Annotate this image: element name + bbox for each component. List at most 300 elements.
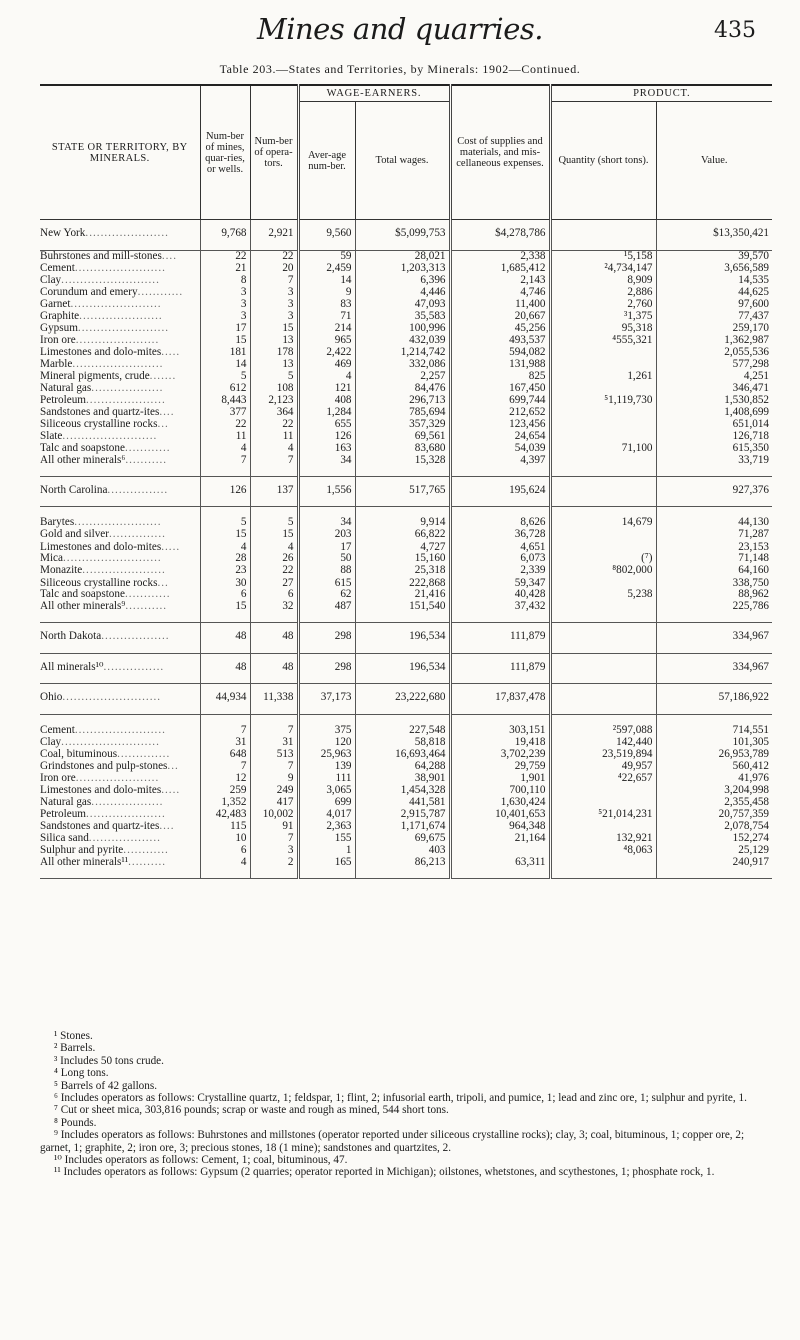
total-wages-cell: 9,914 — [355, 507, 450, 530]
value-cell: 3,656,589 — [656, 263, 772, 275]
quantity-cell: 5,238 — [550, 589, 656, 601]
avg-number-cell: 126 — [298, 431, 355, 443]
quantity-cell — [550, 347, 656, 359]
operators-cell: 32 — [250, 601, 298, 623]
mines-cell: 15 — [200, 529, 250, 541]
operators-cell: 4 — [250, 541, 298, 553]
total-wages-cell: 785,694 — [355, 407, 450, 419]
state-row — [40, 653, 772, 684]
avg-number-cell: 71 — [298, 311, 355, 323]
value-cell: 714,551 — [656, 714, 772, 737]
footnote: ¹⁰ Includes operators as follows: Cement, 1; coal, bituminous, 47. — [54, 1154, 348, 1167]
leader-dots: ........................ — [74, 262, 166, 274]
footnote: ⁷ Cut or sheet mica, 303,816 pounds; scrap or waste and rough as mined, 544 short tons. — [54, 1104, 449, 1117]
total-wages-cell: 332,086 — [355, 359, 450, 371]
header-quantity: Quantity (short tons). — [550, 102, 656, 220]
mineral-name: Petroleum..................... — [40, 394, 166, 406]
mineral-row — [40, 287, 772, 299]
state-row — [40, 684, 772, 715]
page-number: 435 — [714, 18, 756, 43]
cost-cell: 40,428 — [450, 589, 550, 601]
value-cell: 1,362,987 — [656, 335, 772, 347]
avg-number-cell: 37,173 — [298, 684, 355, 715]
cost-cell: 8,626 — [450, 507, 550, 530]
leader-dots: ...................... — [75, 772, 160, 785]
mineral-name: Sulphur and pyrite............ — [40, 844, 169, 857]
avg-number-cell: 59 — [298, 250, 355, 263]
mineral-name: Petroleum..................... — [40, 808, 166, 821]
cost-cell: 4,651 — [450, 541, 550, 553]
operators-cell: 3 — [250, 845, 298, 857]
operators-cell: 22 — [250, 250, 298, 263]
operators-cell: 3 — [250, 287, 298, 299]
cost-cell: 4,397 — [450, 455, 550, 477]
mineral-name: Clay.......................... — [40, 274, 160, 286]
value-cell: 615,350 — [656, 443, 772, 455]
mineral-name: Talc and soapstone............ — [40, 589, 171, 601]
operators-cell: 13 — [250, 335, 298, 347]
value-cell: 240,917 — [656, 857, 772, 879]
total-wages-cell: 100,996 — [355, 323, 450, 335]
mines-cell: 377 — [200, 407, 250, 419]
footnote: ⁸ Pounds. — [54, 1116, 97, 1129]
total-wages-cell: 47,093 — [355, 299, 450, 311]
quantity-cell — [550, 407, 656, 419]
mineral-name: Marble........................ — [40, 358, 164, 370]
mineral-name: Cement........................ — [40, 724, 166, 737]
quantity-cell: ⁵1,119,730 — [550, 395, 656, 407]
mineral-row — [40, 383, 772, 395]
mines-cell: 8 — [200, 275, 250, 287]
mineral-name: Iron ore...................... — [40, 334, 160, 346]
leader-dots: ..... — [161, 784, 181, 797]
mineral-name: Coal, bituminous.............. — [40, 748, 171, 761]
mineral-name: Garnet........................ — [40, 298, 162, 310]
quantity-cell — [550, 857, 656, 879]
leader-dots: ... — [157, 418, 169, 430]
leader-dots: ....... — [149, 370, 177, 382]
avg-number-cell: 111 — [298, 773, 355, 785]
avg-number-cell: 2,363 — [298, 821, 355, 833]
mineral-row — [40, 371, 772, 383]
operators-cell: 7 — [250, 455, 298, 477]
total-wages-cell: 69,675 — [355, 833, 450, 845]
leader-dots: ............ — [124, 589, 171, 601]
leader-dots: ................... — [91, 382, 164, 394]
mineral-name: Grindstones and pulp-stones... — [40, 760, 179, 773]
leader-dots: ........... — [125, 454, 168, 466]
cost-cell: 4,746 — [450, 287, 550, 299]
mines-cell: 612 — [200, 383, 250, 395]
total-wages-cell: 1,214,742 — [355, 347, 450, 359]
total-wages-cell: 1,171,674 — [355, 821, 450, 833]
avg-number-cell: 9 — [298, 287, 355, 299]
value-cell: 71,287 — [656, 529, 772, 541]
mineral-name: Barytes....................... — [40, 516, 162, 529]
value-cell: 41,976 — [656, 773, 772, 785]
value-cell: 346,471 — [656, 383, 772, 395]
mineral-name: Monazite...................... — [40, 565, 166, 577]
leader-dots: .................. — [101, 630, 170, 643]
cost-cell: 21,164 — [450, 833, 550, 845]
header-wage-earners: WAGE-EARNERS. — [298, 85, 450, 102]
total-wages-cell: 23,222,680 — [355, 684, 450, 715]
total-wages-cell: 432,039 — [355, 335, 450, 347]
avg-number-cell: 120 — [298, 737, 355, 749]
cost-cell: 493,537 — [450, 335, 550, 347]
avg-number-cell: 17 — [298, 541, 355, 553]
value-cell: 1,530,852 — [656, 395, 772, 407]
mines-cell: 48 — [200, 623, 250, 654]
cost-cell: 167,450 — [450, 383, 550, 395]
mineral-row — [40, 857, 772, 879]
mineral-name: Sandstones and quartz-ites.... — [40, 406, 175, 418]
leader-dots: ........... — [125, 601, 168, 613]
value-cell: 126,718 — [656, 431, 772, 443]
value-cell: 26,953,789 — [656, 749, 772, 761]
avg-number-cell: 4,017 — [298, 809, 355, 821]
leader-dots: ....................... — [74, 516, 162, 529]
mineral-name: Silica sand................... — [40, 832, 161, 845]
mineral-name: Mica.......................... — [40, 553, 162, 565]
mineral-row — [40, 507, 772, 530]
operators-cell: 7 — [250, 761, 298, 773]
mineral-name: Clay.......................... — [40, 736, 160, 749]
mineral-row — [40, 749, 772, 761]
leader-dots: .... — [159, 406, 175, 418]
quantity-cell: 14,679 — [550, 507, 656, 530]
mines-cell: 5 — [200, 371, 250, 383]
leader-dots: .... — [159, 820, 175, 833]
value-cell: 39,570 — [656, 250, 772, 263]
mineral-row — [40, 785, 772, 797]
cost-cell: 2,338 — [450, 250, 550, 263]
quantity-cell — [550, 797, 656, 809]
quantity-cell: ⁸802,000 — [550, 565, 656, 577]
total-wages-cell: 517,765 — [355, 476, 450, 507]
leader-dots: .......................... — [62, 691, 162, 704]
mineral-name: Limestones and dolo-mites..... — [40, 346, 181, 358]
cost-cell: 825 — [450, 371, 550, 383]
value-cell: 560,412 — [656, 761, 772, 773]
quantity-cell — [550, 431, 656, 443]
total-wages-cell: 83,680 — [355, 443, 450, 455]
value-cell: 927,376 — [656, 476, 772, 507]
operators-cell: 4 — [250, 443, 298, 455]
mineral-name: Graphite...................... — [40, 310, 163, 322]
cost-cell: 699,744 — [450, 395, 550, 407]
operators-cell: 364 — [250, 407, 298, 419]
mineral-name: Iron ore...................... — [40, 772, 160, 785]
quantity-cell — [550, 541, 656, 553]
total-wages-cell: $5,099,753 — [355, 220, 450, 251]
mineral-row — [40, 311, 772, 323]
value-cell: 2,078,754 — [656, 821, 772, 833]
avg-number-cell: 965 — [298, 335, 355, 347]
mineral-name: Gypsum........................ — [40, 322, 170, 334]
total-wages-cell: 196,534 — [355, 653, 450, 684]
operators-cell: 249 — [250, 785, 298, 797]
quantity-cell — [550, 476, 656, 507]
state-name: New York...................... — [40, 220, 200, 251]
mines-cell: 3 — [200, 311, 250, 323]
value-cell: 651,014 — [656, 419, 772, 431]
operators-cell: 6 — [250, 589, 298, 601]
total-wages-cell: 64,288 — [355, 761, 450, 773]
leader-dots: ............ — [137, 286, 184, 298]
quantity-cell: ¹5,158 — [550, 250, 656, 263]
mineral-row — [40, 419, 772, 431]
avg-number-cell: 375 — [298, 714, 355, 737]
leader-dots: ..... — [161, 346, 181, 358]
total-wages-cell: 4,446 — [355, 287, 450, 299]
total-wages-cell: 25,318 — [355, 565, 450, 577]
total-wages-cell: 84,476 — [355, 383, 450, 395]
total-wages-cell: 69,561 — [355, 431, 450, 443]
operators-cell: 417 — [250, 797, 298, 809]
footnote: ⁹ Includes operators as follows: Buhrstones and millstones (operator reported under siliceous crystalline rocks); clay, 3; coal, bituminous, 1; copper ore, 2; garnet, 1; graphite, 2; iron ore, 3; precious stones, 18 (1 mine); sandstones and quartzites, 2. — [40, 1129, 745, 1154]
mineral-row — [40, 395, 772, 407]
value-cell: 77,437 — [656, 311, 772, 323]
operators-cell: 7 — [250, 714, 298, 737]
cost-cell: 594,082 — [450, 347, 550, 359]
header-product: PRODUCT. — [550, 85, 772, 102]
avg-number-cell: 487 — [298, 601, 355, 623]
mineral-row — [40, 797, 772, 809]
state-row — [40, 476, 772, 507]
operators-cell: 9 — [250, 773, 298, 785]
avg-number-cell: 655 — [298, 419, 355, 431]
avg-number-cell: 4 — [298, 371, 355, 383]
cost-cell: 303,151 — [450, 714, 550, 737]
mineral-name: Buhrstones and mill-stones.... — [40, 250, 177, 262]
mineral-name: All other minerals⁶........... — [40, 455, 200, 477]
value-cell: 334,967 — [656, 623, 772, 654]
mineral-row — [40, 553, 772, 565]
mineral-row — [40, 601, 772, 623]
mines-cell: 15 — [200, 335, 250, 347]
mines-cell: 17 — [200, 323, 250, 335]
avg-number-cell: 34 — [298, 507, 355, 530]
cost-cell: 63,311 — [450, 857, 550, 879]
cost-cell: 19,418 — [450, 737, 550, 749]
mines-cell: 8,443 — [200, 395, 250, 407]
quantity-cell: 2,760 — [550, 299, 656, 311]
mineral-row — [40, 443, 772, 455]
cost-cell: $4,278,786 — [450, 220, 550, 251]
leader-dots: ......................... — [62, 430, 158, 442]
quantity-cell — [550, 601, 656, 623]
running-title: Mines and quarries. — [257, 12, 543, 46]
operators-cell: 3 — [250, 299, 298, 311]
mineral-name: Corundum and emery............ — [40, 286, 184, 298]
quantity-cell: ⁴555,321 — [550, 335, 656, 347]
header-mines: Num-ber of mines, quar-ries, or wells. — [200, 85, 250, 220]
mineral-row — [40, 455, 772, 477]
mines-cell: 44,934 — [200, 684, 250, 715]
value-cell: 64,160 — [656, 565, 772, 577]
total-wages-cell: 66,822 — [355, 529, 450, 541]
total-wages-cell: 403 — [355, 845, 450, 857]
running-head — [0, 12, 800, 52]
mineral-name: Limestones and dolo-mites..... — [40, 784, 181, 797]
mines-cell: 42,483 — [200, 809, 250, 821]
mineral-name: Natural gas................... — [40, 796, 164, 809]
total-wages-cell: 28,021 — [355, 250, 450, 263]
operators-cell: 91 — [250, 821, 298, 833]
quantity-cell: 23,519,894 — [550, 749, 656, 761]
cost-cell: 700,110 — [450, 785, 550, 797]
avg-number-cell: 298 — [298, 653, 355, 684]
leader-dots: .......... — [128, 856, 167, 869]
total-wages-cell: 151,540 — [355, 601, 450, 623]
cost-cell: 37,432 — [450, 601, 550, 623]
operators-cell: 26 — [250, 553, 298, 565]
footnote: ¹¹ Includes operators as follows: Gypsum (2 quarries; operator reported in Michigan); oilstones, whetstones, and scythestones, 1; phosphate rock, 1. — [54, 1166, 715, 1179]
mineral-row — [40, 250, 772, 263]
avg-number-cell: 699 — [298, 797, 355, 809]
header-operators: Num-ber of opera-tors. — [250, 85, 298, 220]
mines-cell: 3 — [200, 299, 250, 311]
cost-cell: 1,901 — [450, 773, 550, 785]
operators-cell: 513 — [250, 749, 298, 761]
mineral-row — [40, 335, 772, 347]
cost-cell: 3,702,239 — [450, 749, 550, 761]
cost-cell: 123,456 — [450, 419, 550, 431]
statistics-table — [40, 84, 772, 879]
total-wages-cell: 227,548 — [355, 714, 450, 737]
mines-cell: 15 — [200, 601, 250, 623]
total-wages-cell: 38,901 — [355, 773, 450, 785]
total-wages-cell: 1,454,328 — [355, 785, 450, 797]
quantity-cell: 2,886 — [550, 287, 656, 299]
quantity-cell — [550, 383, 656, 395]
quantity-cell — [550, 529, 656, 541]
mines-cell: 6 — [200, 845, 250, 857]
quantity-cell: ³1,375 — [550, 311, 656, 323]
operators-cell: 3 — [250, 311, 298, 323]
avg-number-cell: 214 — [298, 323, 355, 335]
mines-cell: 4 — [200, 541, 250, 553]
avg-number-cell: 203 — [298, 529, 355, 541]
value-cell: 14,535 — [656, 275, 772, 287]
mineral-row — [40, 275, 772, 287]
total-wages-cell: 86,213 — [355, 857, 450, 879]
quantity-cell: 71,100 — [550, 443, 656, 455]
avg-number-cell: 1 — [298, 845, 355, 857]
leader-dots: ........................ — [77, 322, 170, 334]
mines-cell: 31 — [200, 737, 250, 749]
total-wages-cell: 16,693,464 — [355, 749, 450, 761]
mineral-row — [40, 809, 772, 821]
mineral-name: Natural gas................... — [40, 382, 164, 394]
value-cell: 2,055,536 — [656, 347, 772, 359]
mineral-row — [40, 773, 772, 785]
cost-cell — [450, 845, 550, 857]
cost-cell: 2,143 — [450, 275, 550, 287]
state-name: Ohio.......................... — [40, 684, 200, 715]
avg-number-cell: 139 — [298, 761, 355, 773]
mineral-row — [40, 359, 772, 371]
avg-number-cell: 1,556 — [298, 476, 355, 507]
avg-number-cell: 163 — [298, 443, 355, 455]
mineral-name: Siliceous crystalline rocks... — [40, 418, 169, 430]
footnote: ³ Includes 50 tons crude. — [54, 1054, 164, 1067]
header-total-wages: Total wages. — [355, 102, 450, 220]
cost-cell: 20,667 — [450, 311, 550, 323]
operators-cell: 2,921 — [250, 220, 298, 251]
mineral-row — [40, 299, 772, 311]
cost-cell: 1,630,424 — [450, 797, 550, 809]
header-avg-number: Aver-age num-ber. — [298, 102, 355, 220]
leader-dots: .... — [161, 250, 177, 262]
operators-cell: 5 — [250, 371, 298, 383]
leader-dots: ..................... — [86, 808, 166, 821]
mines-cell: 28 — [200, 553, 250, 565]
leader-dots: ...................... — [79, 310, 163, 322]
quantity-cell: ⁴22,657 — [550, 773, 656, 785]
leader-dots: .......................... — [61, 274, 160, 286]
mineral-name: Talc and soapstone............ — [40, 442, 171, 454]
leader-dots: ............ — [124, 442, 171, 454]
cost-cell: 964,348 — [450, 821, 550, 833]
cost-cell: 131,988 — [450, 359, 550, 371]
mines-cell: 259 — [200, 785, 250, 797]
total-wages-cell: 296,713 — [355, 395, 450, 407]
cost-cell: 45,256 — [450, 323, 550, 335]
leader-dots: ........................ — [70, 298, 162, 310]
operators-cell: 108 — [250, 383, 298, 395]
mines-cell: 12 — [200, 773, 250, 785]
cost-cell: 36,728 — [450, 529, 550, 541]
operators-cell: 11 — [250, 431, 298, 443]
mines-cell: 10 — [200, 833, 250, 845]
leader-dots: .......................... — [61, 736, 160, 749]
mineral-row — [40, 565, 772, 577]
leader-dots: ........................ — [74, 724, 166, 737]
leader-dots: .............. — [117, 748, 171, 761]
operators-cell: 178 — [250, 347, 298, 359]
leader-dots: ........................ — [72, 358, 164, 370]
cost-cell: 54,039 — [450, 443, 550, 455]
value-cell: 57,186,922 — [656, 684, 772, 715]
avg-number-cell: 14 — [298, 275, 355, 287]
cost-cell: 10,401,653 — [450, 809, 550, 821]
mineral-name: All other minerals⁹........... — [40, 601, 200, 623]
leader-dots: ..... — [161, 541, 181, 553]
operators-cell: 27 — [250, 577, 298, 589]
mineral-row — [40, 821, 772, 833]
cost-cell: 195,624 — [450, 476, 550, 507]
state-name: All minerals¹⁰................ — [40, 653, 200, 684]
footnote: ⁴ Long tons. — [54, 1067, 109, 1080]
total-wages-cell: 6,396 — [355, 275, 450, 287]
mines-cell: 115 — [200, 821, 250, 833]
cost-cell: 24,654 — [450, 431, 550, 443]
value-cell: 44,130 — [656, 507, 772, 530]
state-name: North Dakota.................. — [40, 623, 200, 654]
leader-dots: ................... — [91, 796, 164, 809]
footnote: ¹ Stones. — [54, 1030, 93, 1042]
quantity-cell: 95,318 — [550, 323, 656, 335]
avg-number-cell: 25,963 — [298, 749, 355, 761]
footnote: ⁶ Includes operators as follows: Crystalline quartz, 1; feldspar, 1; flint, 2; infusorial earth, tripoli, and pumice, 1; lead and zinc ore, 1; sulphur and pyrite, 1. — [54, 1092, 747, 1105]
value-cell: 44,625 — [656, 287, 772, 299]
quantity-cell: ⁴8,063 — [550, 845, 656, 857]
value-cell: 152,274 — [656, 833, 772, 845]
quantity-cell: 8,909 — [550, 275, 656, 287]
mineral-row — [40, 347, 772, 359]
